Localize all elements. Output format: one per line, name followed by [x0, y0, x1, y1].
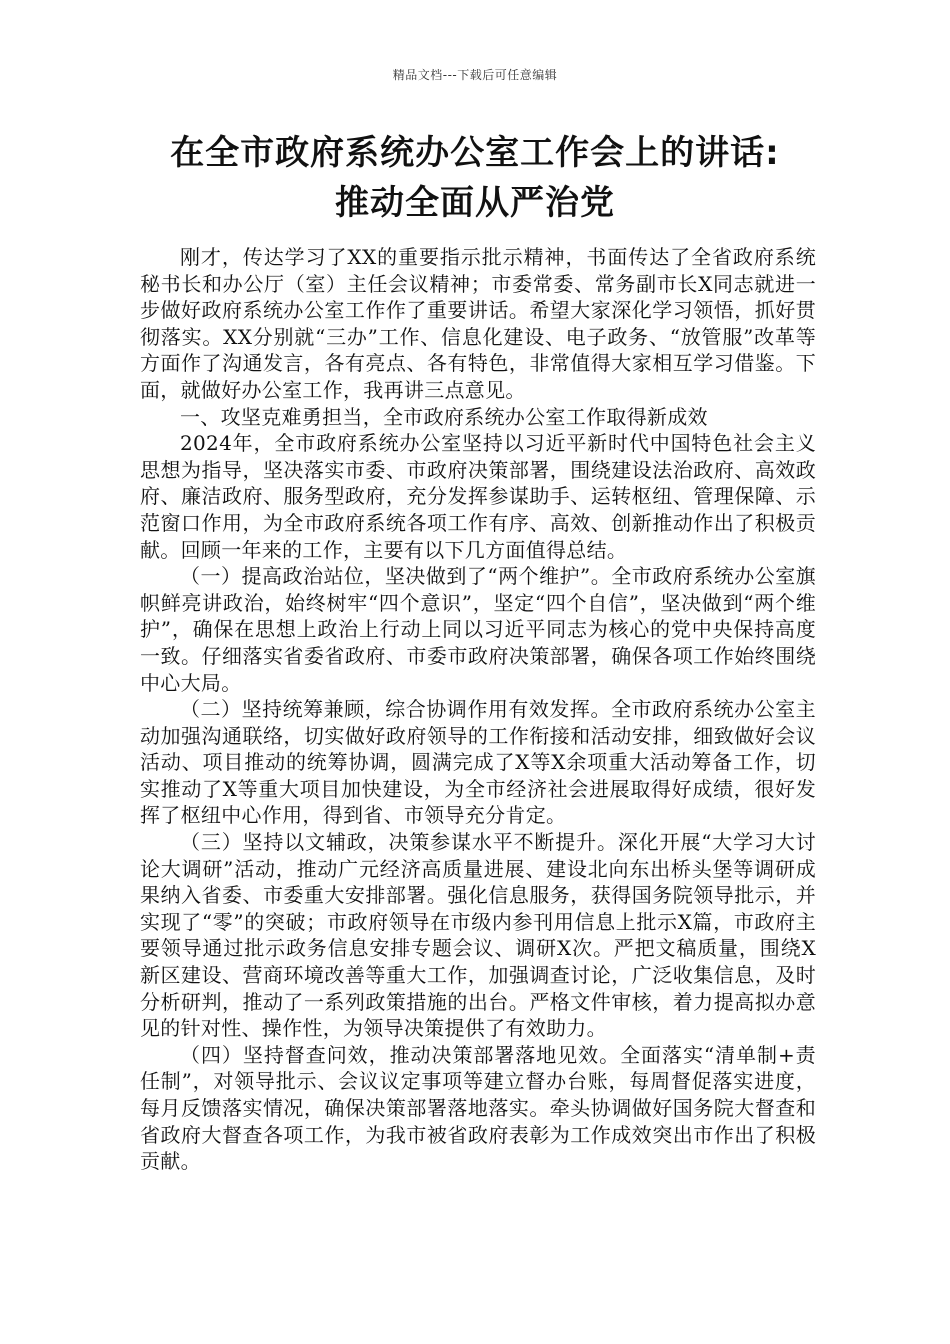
section-heading-1: 一、攻坚克难勇担当，全市政府系统办公室工作取得新成效 — [180, 404, 708, 429]
paragraph-point-2: （二）坚持统筹兼顾，综合协调作用有效发挥。全市政府系统办公室主动加强沟通联络，切实做好政府领导的工作衔接和活动安排，细致做好会议活动、项目推动的统筹协调，圆满完成了X等X余项重大活动筹备工作，切实推动了X等重大项目加快建设，为全市经济社会进展取得好成绩，很好发挥了枢纽中心作用，得到省、市领导充分肯定。 — [140, 697, 816, 828]
paragraph-point-3: （三）坚持以文辅政，决策参谋水平不断提升。深化开展“大学习大讨论大调研”活动，推动广元经济高质量进展、建设北向东出桥头堡等调研成果纳入省委、市委重大安排部署。强化信息服务，获得国务院领导批示，并实现了“零”的突破；市政府领导在市级内参刊用信息上批示X篇，市政府主要领导通过批示政务信息安排专题会议、调研X次。严把文稿质量，围绕X新区建设、营商环境改善等重大工作，加强调查讨论，广泛收集信息，及时分析研判，推动了一系列政策措施的出台。严格文件审核，着力提高拟办意见的针对性、操作性，为领导决策提供了有效助力。 — [140, 830, 816, 1041]
title-line-1: 在全市政府系统办公室工作会上的讲话: — [170, 133, 780, 173]
paragraph-intro: 刚才，传达学习了XX的重要指示批示精神，书面传达了全省政府系统秘书长和办公厅（室）主任会议精神；市委常委、常务副市长X同志就进一步做好政府系统办公室工作作了重要讲话。希望大家深化学习领悟，抓好贯彻落实。XX分别就“三办”工作、信息化建设、电子政务、“放管服”改革等方面作了沟通发言，各有亮点、各有特色，非常值得大家相互学习借鉴。下面，就做好办公室工作，我再讲三点意见。 — [140, 245, 816, 402]
paragraph-summary: 2024年，全市政府系统办公室坚持以习近平新时代中国特色社会主义思想为指导，坚决落实市委、市政府决策部署，围绕建设法治政府、高效政府、廉洁政府、服务型政府，充分发挥参谋助手、运转枢纽、管理保障、示范窗口作用，为全市政府系统各项工作有序、高效、创新推动作出了积极贡献。回顾一年来的工作，主要有以下几方面值得总结。 — [140, 431, 816, 562]
paragraph-point-4: （四）坚持督查问效，推动决策部署落地见效。全面落实“清单制+责任制”，对领导批示、会议议定事项等建立督办台账，每周督促落实进度，每月反馈落实情况，确保决策部署落地落实。牵头协调做好国务院大督查和省政府大督查各项工作，为我市被省政府表彰为工作成效突出市作出了积极贡献。 — [140, 1042, 816, 1174]
header-note: 精品文档---下载后可任意编辑 — [392, 68, 558, 82]
paragraph-point-1: （一）提高政治站位，坚决做到了“两个维护”。全市政府系统办公室旗帜鲜亮讲政治，始终树牢“四个意识”，坚定“四个自信”，坚决做到“两个维护”，确保在思想上政治上行动上同以习近平同志为核心的党中央保持高度一致。仔细落实省委省政府、市委市政府决策部署，确保各项工作始终围绕中心大局。 — [140, 564, 816, 695]
title-line-2: 推动全面从严治党 — [335, 183, 615, 223]
document-body — [140, 244, 816, 1175]
document-title — [60, 128, 890, 228]
